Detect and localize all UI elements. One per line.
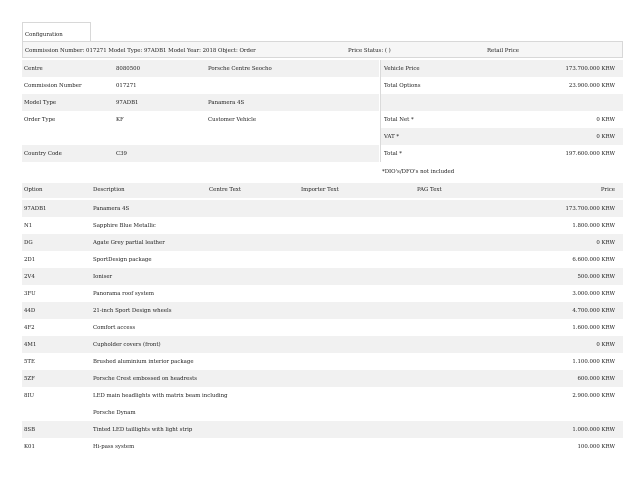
option-code: 2D1 [24, 257, 36, 263]
col-importer-text: Importer Text [301, 187, 339, 193]
total-row [380, 145, 623, 162]
option-description: Panamera 4S [93, 206, 130, 212]
tab-configuration-label: Configuration [25, 32, 63, 38]
col-description: Description [93, 187, 125, 193]
country-code-value: C39 [116, 151, 127, 157]
option-code: 44D [24, 308, 36, 314]
vehicle-price-label: Vehicle Price [384, 66, 420, 72]
country-code-row [22, 145, 379, 162]
total-net-label: Total Net * [384, 117, 414, 123]
total-options-value: 23.900.000 KRW [568, 83, 615, 89]
col-pag-text: PAG Text [417, 187, 442, 193]
option-description: SportDesign package [93, 257, 152, 263]
option-row [22, 387, 623, 421]
option-price: 500.000 KRW [577, 274, 615, 280]
option-description: Panorama roof system [93, 291, 154, 297]
customer-vehicle: Customer Vehicle [208, 117, 257, 123]
option-description: Agate Grey partial leather [93, 240, 165, 246]
centre-row [22, 60, 379, 77]
centre-name: Porsche Centre Seocho [208, 66, 272, 72]
option-row [22, 370, 623, 387]
option-code: 97ADB1 [24, 206, 47, 212]
option-code: 5TE [24, 359, 35, 365]
centre-value: 8080500 [116, 66, 141, 72]
vehicle-price-row [380, 60, 623, 77]
total-label: Total * [384, 151, 402, 157]
total-net-value: 0 KRW [596, 117, 615, 123]
col-price: Price [600, 187, 615, 193]
option-code: 4F2 [24, 325, 35, 331]
option-code: 8IU [24, 393, 35, 399]
option-code: 8SB [24, 427, 36, 433]
option-price: 0 KRW [596, 342, 615, 348]
option-price: 1.000.000 KRW [572, 427, 615, 433]
model-type-value: 97ADB1 [116, 100, 139, 106]
option-row [22, 421, 623, 438]
option-price: 173.700.000 KRW [565, 206, 615, 212]
model-type-row [22, 94, 379, 111]
option-price: 4.700.000 KRW [572, 308, 615, 314]
option-price: 1.100.000 KRW [572, 359, 615, 365]
option-description: Tinted LED taillights with light strip [93, 427, 193, 433]
option-code: 2V4 [24, 274, 35, 280]
option-row [22, 319, 623, 336]
commission-label: Commission Number [24, 83, 82, 89]
blank-price-row [380, 94, 623, 111]
option-row [22, 438, 623, 455]
option-code: K01 [24, 444, 35, 450]
option-row [22, 285, 623, 302]
option-row [22, 217, 623, 234]
retail-price-label: Retail Price [487, 48, 519, 54]
option-code: 5ZF [24, 376, 35, 382]
option-code: 3FU [24, 291, 36, 297]
option-price: 100.000 KRW [577, 444, 615, 450]
vat-value: 0 KRW [596, 134, 615, 140]
option-description: Brushed aluminium interior package [93, 359, 194, 365]
option-description: 21-inch Sport Design wheels [93, 308, 172, 314]
commission-value: 017271 [116, 83, 137, 89]
total-value: 197.600.000 KRW [565, 151, 615, 157]
country-code-label: Country Code [24, 151, 62, 157]
option-price: 1.800.000 KRW [572, 223, 615, 229]
total-options-label: Total Options [384, 83, 421, 89]
model-name: Panamera 4S [208, 100, 245, 106]
option-price: 3.000.000 KRW [572, 291, 615, 297]
dio-note: *DIO's/DFO's not included [382, 169, 455, 175]
option-price: 1.600.000 KRW [572, 325, 615, 331]
option-row [22, 200, 623, 217]
option-row [22, 234, 623, 251]
col-centre-text: Centre Text [209, 187, 242, 193]
tab-configuration[interactable] [22, 22, 91, 41]
col-option: Option [24, 187, 43, 193]
commission-row [22, 77, 379, 94]
option-code: N1 [24, 223, 33, 229]
order-type-label: Order Type [24, 117, 56, 123]
centre-label: Centre [24, 66, 43, 72]
option-description: Hi-pass system [93, 444, 135, 450]
vehicle-price-value: 173.700.000 KRW [565, 66, 615, 72]
option-row [22, 268, 623, 285]
option-price: 600.000 KRW [577, 376, 615, 382]
option-description: Comfort access [93, 325, 136, 331]
option-code: 4M1 [24, 342, 37, 348]
vat-row [380, 128, 623, 145]
options-table-header [22, 183, 623, 198]
option-description-continued: Porsche Dynam [93, 410, 136, 416]
model-type-label: Model Type [24, 100, 57, 106]
option-description: LED main headlights with matrix beam including [93, 393, 228, 399]
option-code: DG [24, 240, 33, 246]
option-row [22, 251, 623, 268]
option-price: 2.900.000 KRW [572, 393, 615, 399]
option-description: Porsche Crest embossed on headrests [93, 376, 198, 382]
option-price: 6.600.000 KRW [572, 257, 615, 263]
option-description: Sapphire Blue Metallic [93, 223, 156, 229]
order-type-value: KF [116, 117, 124, 123]
vat-label: VAT * [384, 134, 400, 140]
price-status: Price Status: ( ) [348, 48, 391, 54]
option-row [22, 353, 623, 370]
option-row [22, 302, 623, 319]
total-net-row [380, 111, 623, 128]
configuration-header [22, 41, 623, 58]
option-price: 0 KRW [596, 240, 615, 246]
option-row [22, 336, 623, 353]
commission-summary: Commission Number: 017271 Model Type: 97ADB1 Model Year: 2018 Object: Order [25, 48, 256, 54]
total-options-row [380, 77, 623, 94]
option-description: Ioniser [93, 274, 113, 280]
option-description: Cupholder covers (front) [93, 342, 161, 348]
